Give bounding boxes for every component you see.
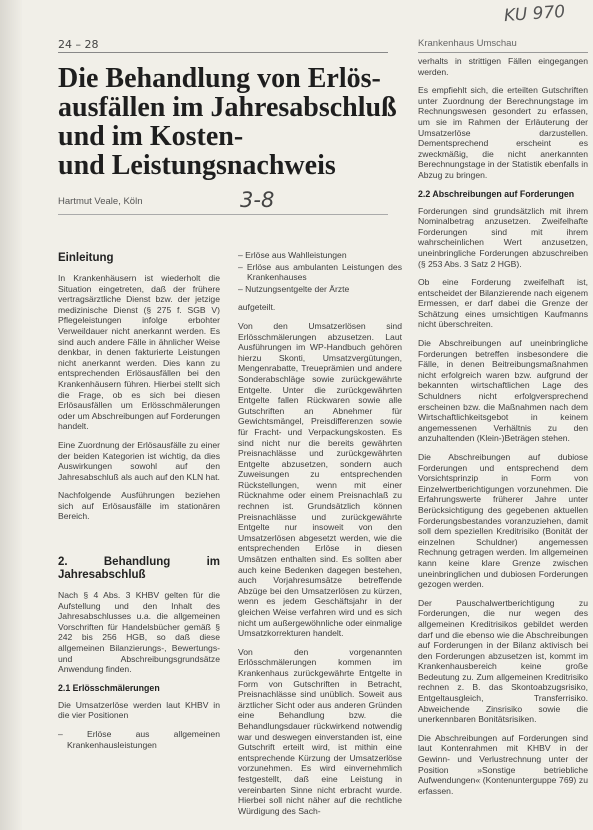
journal-reference: Krankenhaus Umschau (418, 38, 517, 49)
title-line: und Leistungsnachweis (58, 150, 336, 181)
paragraph: Nachfolgende Ausführungen beziehen sich auf Erlösausfälle im stationären Bereich. (58, 490, 220, 522)
paragraph: Eine Zuordnung der Erlösausfälle zu einer der beiden Kategorien ist wichtig, da dies Auswirkungen sowohl auf den Jahresabschluß als auch auf den KLN hat. (58, 439, 220, 482)
revenue-positions-list (58, 729, 220, 750)
section-heading-introduction: Einleitung (58, 252, 114, 264)
subsection-heading: 2.1 Erlösschmälerungen (58, 682, 160, 693)
handwritten-archive-number: KU 970 (503, 1, 566, 27)
paragraph: Die Abschreibungen auf dubiose Forderungen und entsprechend dem Vorsichtsprinzip in Form von Einzelwertberichtigungen vorzunehmen. Die Erfahrungswerte früherer Jahre unter Berücksichtigung des gegebenen aktuellen Forderungsbestandes voranzuziehen, damit soll dem speziellen Kreditrisiko (Bonität der einzelnen Schuldner) angemessen Rechnung getragen werden. Im allgemeinen kann keine klare Grenze zwischen uneinbringlichen und dubiosen Forderungen gezogen werden. (418, 452, 588, 590)
title-line: ausfällen im Jahresabschluß (58, 92, 397, 123)
header-rule (58, 52, 388, 53)
header-rule-right (418, 52, 588, 53)
author-line: Hartmut Veale, Köln (58, 196, 143, 207)
paragraph: Die Umsatzerlöse werden laut KHBV in die vier Positionen (58, 699, 220, 721)
list-item: – Erlöse aus ambulanten Leistungen des Krankenhauses (238, 262, 402, 283)
column-left (58, 252, 220, 758)
section-heading-annual-accounts: 2. Behandlung im Jahresabschluß (58, 556, 220, 582)
title-line: Die Behandlung von Erlös- (58, 63, 381, 94)
paragraph: Der Pauschalwertberichtigung zu Forderungen, die nur wegen des allgemeinen Kreditrisikos gebildet werden darf und die ebenso wie die Abschreibungen auf Forderungen in der Bilanz aktivisch bei den Forderungen abzusetzen ist, kommt im Krankenhausbereich keine große Bedeutung zu. Zum allgemeinen Kreditrisiko rechnen z. B. das Skontoabzugsrisiko, Entgeltausgleich, Transferrisiko. Abweichende Zinsrisiko sowie die unerkennbaren Bonitätsrisiken. (418, 597, 588, 725)
article-title (58, 63, 397, 181)
handwritten-page-note: 3-8 (240, 188, 275, 212)
list-item: – Erlöse aus allgemeinen Krankenhausleistungen (58, 729, 220, 750)
paragraph: Die Abschreibungen auf Forderungen sind laut Kontenrahmen mit KHBV in der Gewinn- und Verlustrechnung unter der Position »Sonstige betriebliche Aufwendungen« (Kontenunterguppe 769) zu erfassen. (418, 732, 588, 796)
scan-edge (0, 0, 22, 830)
column-middle (238, 250, 402, 824)
column-right (418, 56, 588, 804)
paragraph: Ob eine Forderung zweifelhaft ist, entscheidet der Bilanzierende nach eigenem Ermessen, er darf dabei die Grenze der Schätzung eines umsichtigen Kaufmanns nicht überschreiten. (418, 277, 588, 330)
paragraph: aufgeteilt. (238, 302, 276, 313)
paragraph: Von den Umsatzerlösen sind Erlösschmälerungen abzusetzen. Laut Ausführungen im WP-Handbuch gehören hierzu Skonti, Umsatzvergütungen, Mengenrabatte, Treueprämien und andere Sonderabschläge sowie zurückgewährte Entgelte. Unter die zurückgewährten Entgelte fallen Rückwaren sowie alle Gutschriften an Abnehmer für Gewichtsmängel, Preisdifferenzen sowie für Fracht- und Verpackungskosten. Es sind nicht nur die bereits gewährten Preisnachlässe und zurückgewährten Entgelte abzusetzen, sondern auch Zuweisungen zu entsprechenden Rückstellungen, wenn mit einer Rücknahme oder einem Preisnachlaß zu rechnen ist. Grundsätzlich können Preisnachlässe und zurückgewährte Entgelte nur insoweit von den Umsatzerlösen abgesetzt werden, wie die entsprechenden Erlöse in diesen Umsätzen enthalten sind. Es sollten aber auch keine Bedenken dagegen bestehen, auch Vorjahresumsätze betreffende Abzüge bei den Umsatzerlösen zu kürzen, wenn es jedem Geschäftsjahr in der gleichen Weise verfahren wird und es sich nicht um außergewöhnliche oder einmalige Umsatzkorrekturen handelt. (238, 320, 402, 639)
spacer (58, 530, 220, 556)
list-item: – Erlöse aus Wahlleistungen (238, 250, 402, 261)
paragraph: In Krankenhäusern ist wiederholt die Situation eingetreten, daß der frühere vertragsärztliche Dienst bzw. der jetzige medizinische Dienst (§ 275 f. SGB V) Pflegeleistungen infolge erbohter Verweildauer nicht anerkannt werden. Es sind auch andere Fälle in ähnlicher Weise denkbar, in denen fakturierte Leistungen nicht anerkannt werden. Dies kann zu entsprechenden Erlösausfällen bei den Krankenhäusern führen. Hierbei stellt sich die Frage, ob es sich bei diesen Erlösausfällen um Erlösschmälerungen oder um Abschreibungen auf Forderungen handelt. (58, 273, 220, 432)
paragraph: Die Abschreibungen auf uneinbringliche Forderungen betreffen insbesondere die Fälle, in denen Beitreibungsmaßnahmen nicht erfolgreich waren bzw. aufgrund der bekannten wirtschaftlichen Lage des Schuldners nicht erfolgversprechend erscheinen bzw. die Maßnahmen nach dem Wirtschaftlichkeitsgebot in keinem angemessenen Verhältnis zu den anzuhaltenden (Klein-)Beträgen stehen. (418, 338, 588, 444)
paragraph: Nach § 4 Abs. 3 KHBV gelten für die Aufstellung und den Inhalt des Jahresabschlusses u.a. die allgemeinen Vorschriften für Handelsbücher gemäß § 242 bis 256 HGB, so daß diese allgemeinen Bilanzierungs-, Bewertungs- und Abschreibungsgrundsätze Anwendung finden. (58, 590, 220, 675)
title-line: und im Kosten- (58, 121, 244, 152)
paragraph: Forderungen sind grundsätzlich mit ihrem Nominalbetrag anzusetzen. Zweifelhafte Forderungen sind mit ihrem wahrscheinlichen Wert anzusetzen, uneinbringliche Forderungen abzuschreiben (§ 253 Abs. 3 Satz 2 HGB). (418, 205, 588, 269)
author-rule (58, 214, 388, 215)
list-item: – Nutzungsentgelte der Ärzte (238, 284, 402, 295)
revenue-positions-list-continued (238, 250, 402, 294)
page-range: 24 – 28 (58, 38, 99, 51)
paragraph: verhalts in strittigen Fällen eingegangen werden. (418, 56, 588, 77)
paragraph: Es empfiehlt sich, die erteilten Gutschriften unter Zuordnung der Berechnungstage im Rechnungswesen gesondert zu erfassen, um sie im Rahmen der Erläuterung der Umsatzerlöse darzustellen. Dementsprechend erscheint es zweckmäßig, die nicht anerkannten Berechnungstage in der Statistik ebenfalls in Abzug zu bringen. (418, 85, 588, 180)
subsection-heading: 2.2 Abschreibungen auf Forderungen (418, 188, 575, 199)
paragraph: Von den vorgenannten Erlösschmälerungen kommen im Krankenhaus zurückgewährte Entgelte in Form von Gutschriften in Betracht, Preisnachlässe sind unüblich. Soweit aus ärztlicher Sicht oder aus anderen Gründen eine Behandlung bzw. die Behandlungsdauer rückwirkend notwendig war und deswegen einverstanden ist, eine Gutschrift erteilt wird, ist mithin eine entsprechende Kürzung der Umsatzerlöse vorzunehmen. Es wird einvernehmlich festgestellt, daß eine Leistung in vereinbarten Sinne nicht erbracht wurde. Hierbei soll nicht näher auf die rechtliche Würdigung des Sach- (238, 646, 402, 816)
